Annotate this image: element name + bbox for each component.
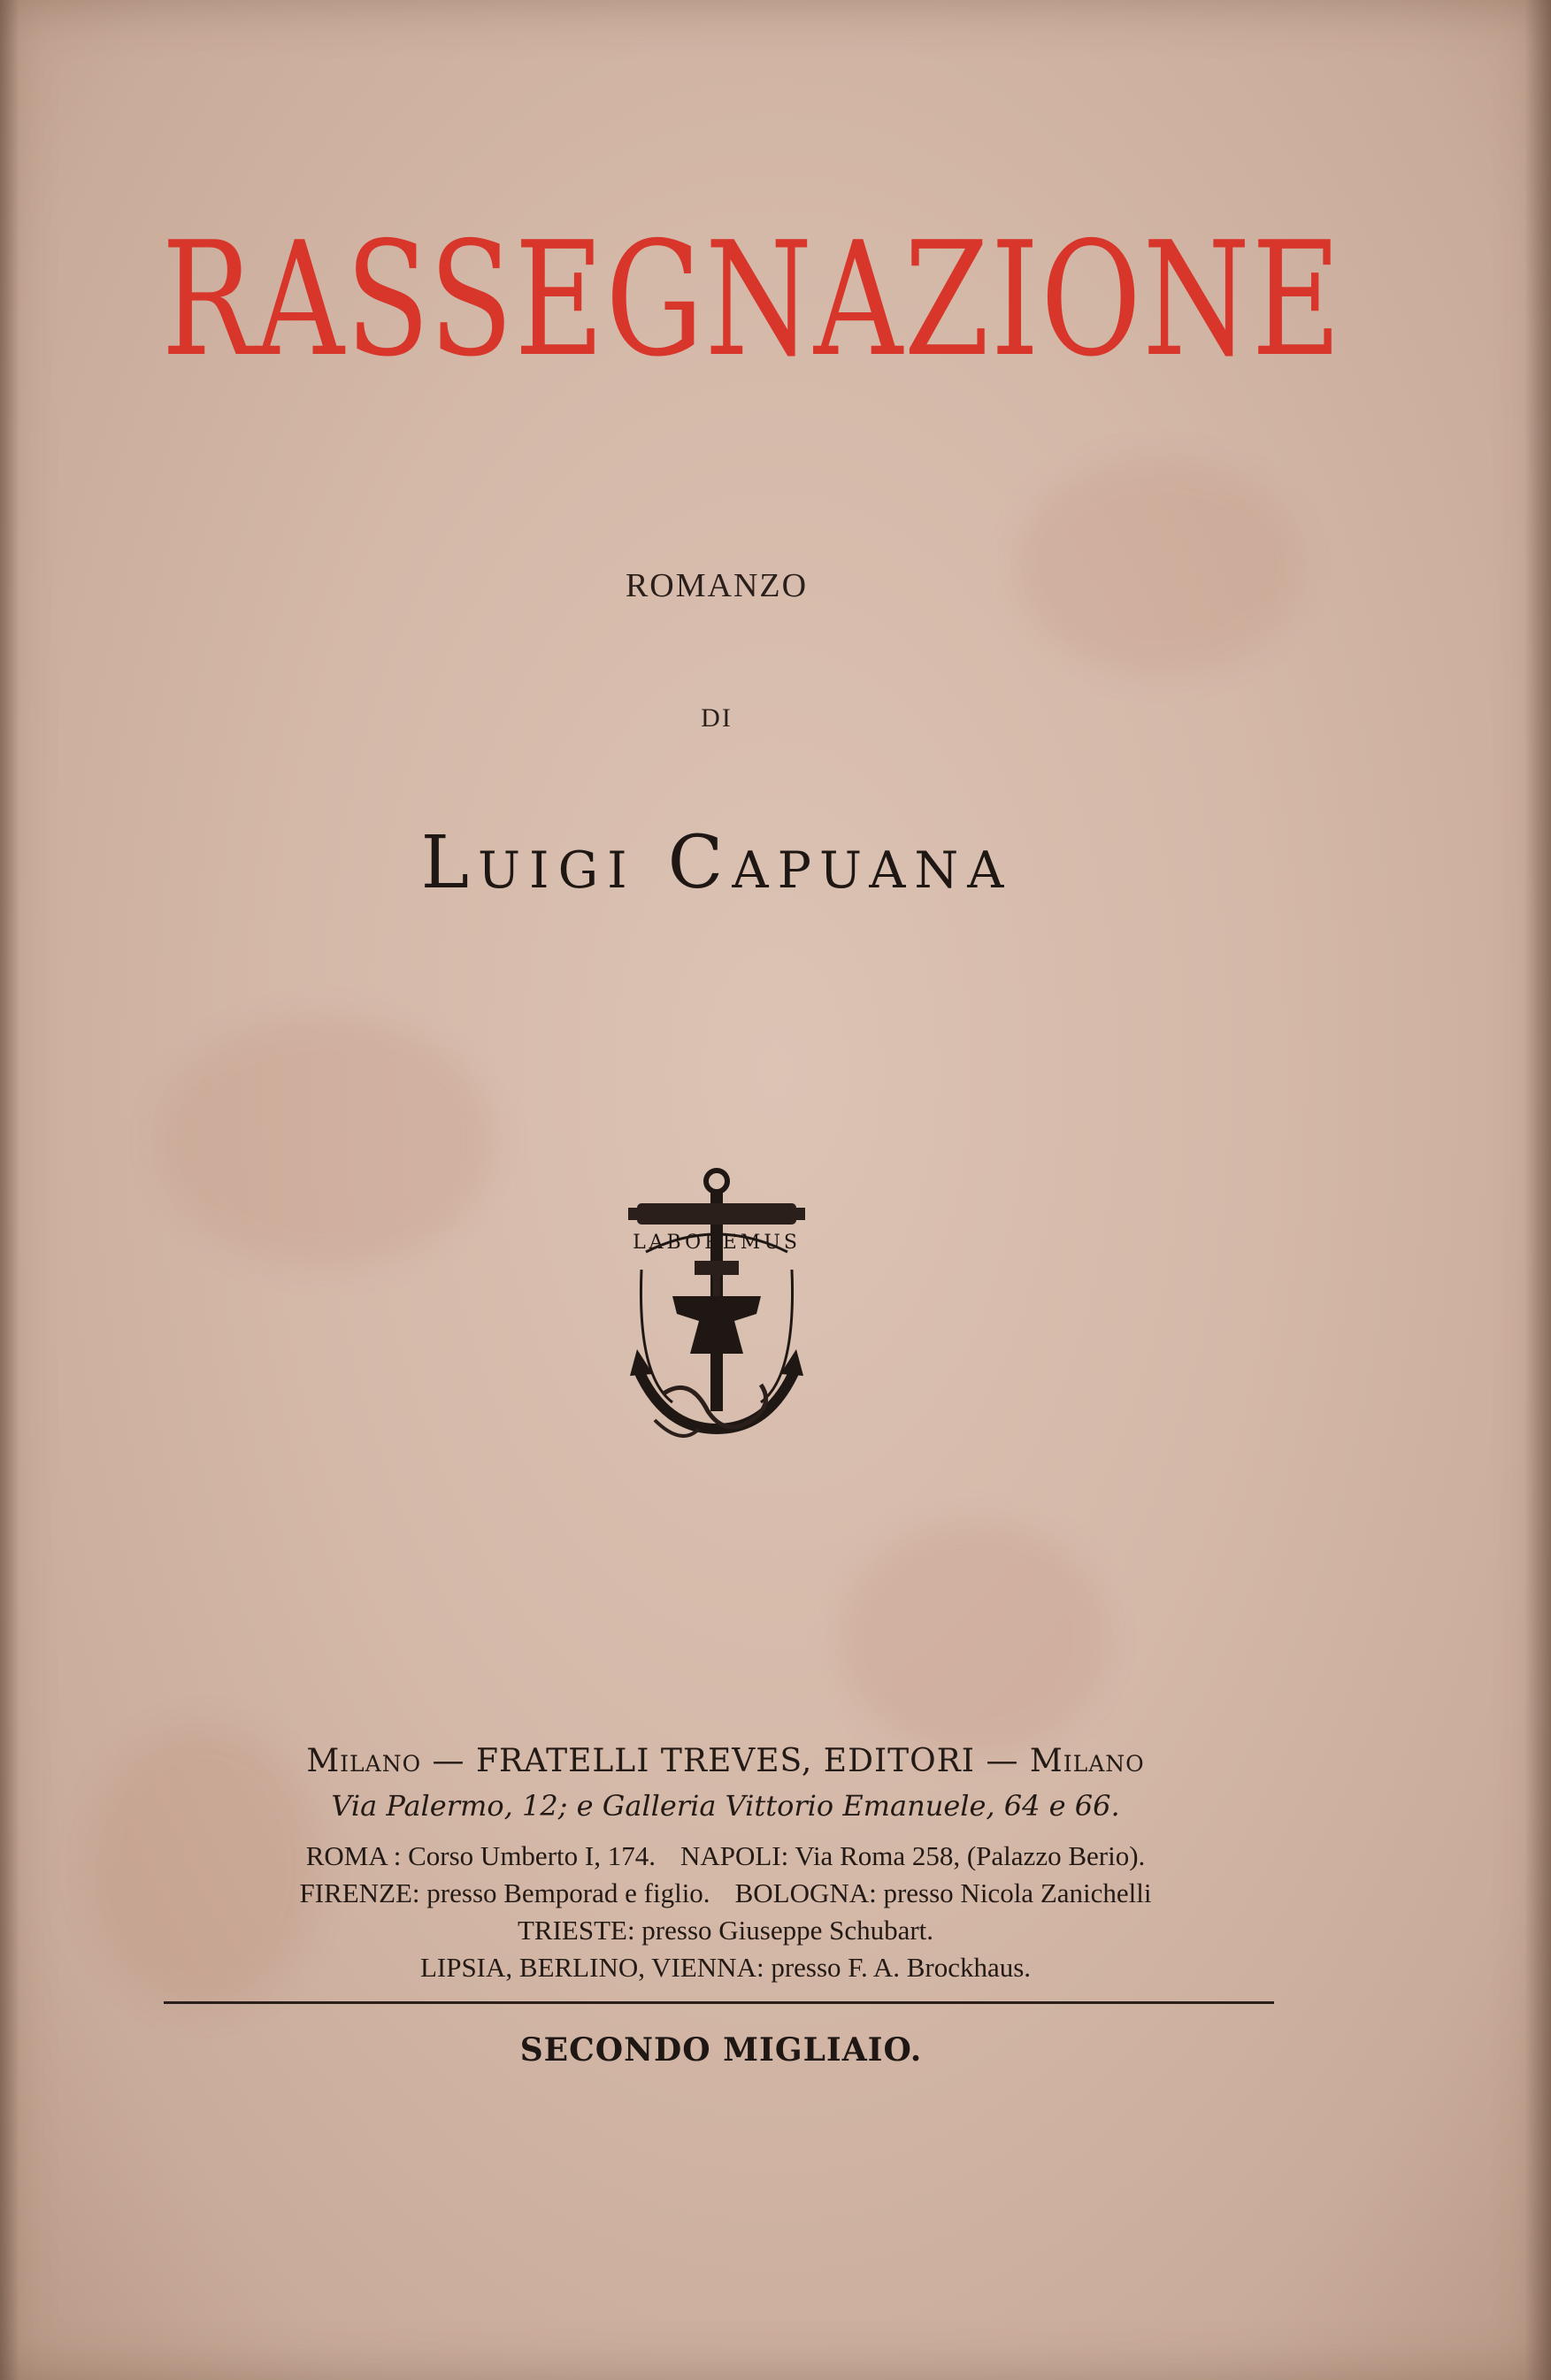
imprint-branches-line-2 [0, 1877, 1451, 1909]
imprint-publisher-line [0, 1743, 1451, 1779]
imprint-roma: ROMA : Corso Umberto I, 174. [305, 1840, 656, 1871]
cover-edge-right [1524, 0, 1551, 2380]
publisher-emblem-icon [610, 1163, 823, 1455]
book-title: RASSEGNAZIONE [161, 208, 1343, 391]
by-label: DI [701, 703, 733, 733]
emblem-motto: LABOREMUS [633, 1232, 801, 1254]
imprint-publisher: — FRATELLI TREVES, EDITORI — [432, 1743, 1019, 1779]
imprint-trieste: TRIESTE: presso Giuseppe Schubart. [517, 1915, 934, 1946]
paper-stain [841, 1522, 1106, 1752]
imprint-address: Via Palermo, 12; e Galleria Vittorio Emanuele, 64 e 66. [331, 1789, 1120, 1823]
edition-label: SECONDO MIGLIAIO. [519, 2031, 923, 2069]
imprint-napoli: NAPOLI: Via Roma 258, (Palazzo Berio). [680, 1840, 1146, 1871]
imprint-city-right: Milano [1029, 1743, 1145, 1779]
imprint-branches-line-1 [0, 1840, 1451, 1872]
author-name: Luigi Capuana [420, 821, 1013, 905]
imprint-city-left: Milano [306, 1743, 422, 1779]
imprint-lipsia: LIPSIA, BERLINO, VIENNA: presso F. A. Brockhaus. [419, 1952, 1032, 1983]
imprint-bologna: BOLOGNA: presso Nicola Zanichelli [734, 1877, 1152, 1908]
horizontal-rule [164, 2001, 1274, 2004]
paper-stain [159, 1017, 495, 1265]
cover-edge-left [0, 0, 19, 2380]
genre-label: ROMANZO [625, 567, 809, 604]
imprint-firenze: FIRENZE: presso Bemporad e figlio. [299, 1877, 710, 1908]
